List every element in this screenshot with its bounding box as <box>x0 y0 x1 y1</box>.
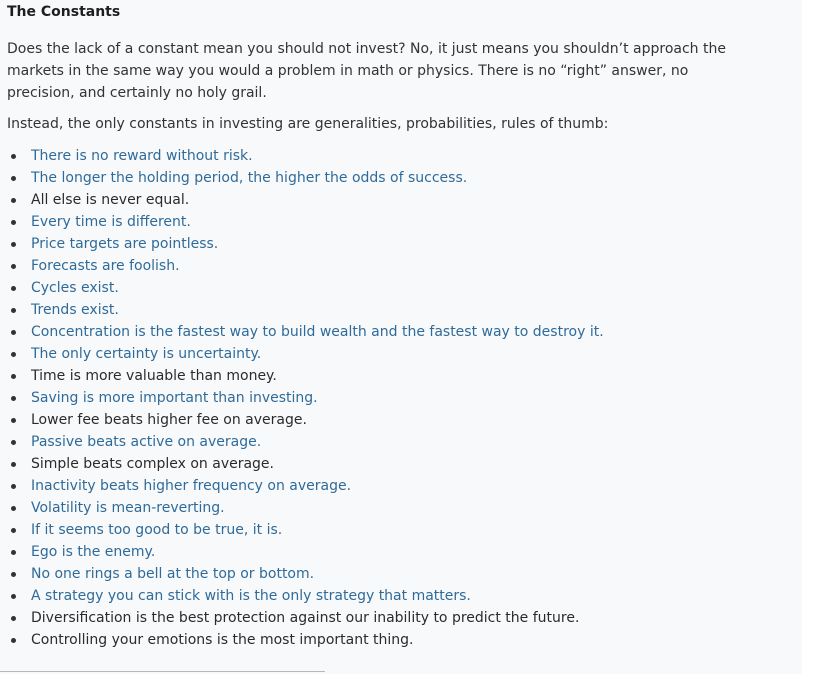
list-item <box>31 145 797 167</box>
list-item <box>31 607 797 629</box>
list-item <box>31 167 797 189</box>
list-item-link[interactable]: Inactivity beats higher frequency on average. <box>31 478 352 494</box>
list-item-text: Time is more valuable than money. <box>31 368 277 384</box>
list-item <box>31 387 797 409</box>
list-item-link[interactable]: Trends exist. <box>31 302 119 318</box>
list-item-link[interactable]: Price targets are pointless. <box>31 236 219 252</box>
list-item <box>31 211 797 233</box>
list-item <box>31 409 797 431</box>
list-item <box>31 365 797 387</box>
list-item <box>31 519 797 541</box>
list-item <box>31 629 797 651</box>
list-item <box>31 255 797 277</box>
list-item-link[interactable]: Forecasts are foolish. <box>31 258 180 274</box>
article-section <box>7 0 797 651</box>
list-item <box>31 343 797 365</box>
list-item-link[interactable]: Saving is more important than investing. <box>31 390 318 406</box>
list-item <box>31 277 797 299</box>
list-item <box>31 475 797 497</box>
list-item-text: Controlling your emotions is the most important thing. <box>31 632 414 648</box>
page-edge-strip <box>802 0 815 674</box>
list-item-link[interactable]: Cycles exist. <box>31 280 119 296</box>
list-item <box>31 453 797 475</box>
list-item <box>31 189 797 211</box>
list-item <box>31 585 797 607</box>
list-item-link[interactable]: Ego is the enemy. <box>31 544 156 560</box>
list-item-text: Lower fee beats higher fee on average. <box>31 412 307 428</box>
list-item-text: Simple beats complex on average. <box>31 456 274 472</box>
list-item <box>31 233 797 255</box>
list-item-link[interactable]: Every time is different. <box>31 214 191 230</box>
constants-list <box>7 145 797 651</box>
list-item-link[interactable]: A strategy you can stick with is the only strategy that matters. <box>31 588 471 604</box>
list-item-link[interactable]: Concentration is the fastest way to build wealth and the fastest way to destroy it. <box>31 324 604 340</box>
list-item-link[interactable]: Passive beats active on average. <box>31 434 262 450</box>
list-item-text: Diversification is the best protection against our inability to predict the future. <box>31 610 580 626</box>
intro-paragraph: Does the lack of a constant mean you should not invest? No, it just means you shouldn’t approach the markets in the same way you would a problem in math or physics. There is no “right” answer, no precision, and certainly no holy grail. <box>7 41 726 101</box>
list-item-link[interactable]: Volatility is mean-reverting. <box>31 500 225 516</box>
list-item-link[interactable]: No one rings a bell at the top or bottom. <box>31 566 315 582</box>
list-item-link[interactable]: The only certainty is uncertainty. <box>31 346 262 362</box>
section-heading: The Constants <box>7 4 121 20</box>
list-item <box>31 321 797 343</box>
list-item <box>31 299 797 321</box>
lead-in-paragraph: Instead, the only constants in investing are generalities, probabilities, rules of thumb: <box>7 116 609 132</box>
list-item <box>31 541 797 563</box>
list-item-link[interactable]: There is no reward without risk. <box>31 148 253 164</box>
list-item <box>31 563 797 585</box>
list-item-link[interactable]: If it seems too good to be true, it is. <box>31 522 283 538</box>
list-item <box>31 497 797 519</box>
list-item-text: All else is never equal. <box>31 192 190 208</box>
divider <box>0 671 325 672</box>
list-item-link[interactable]: The longer the holding period, the higher the odds of success. <box>31 170 468 186</box>
list-item <box>31 431 797 453</box>
